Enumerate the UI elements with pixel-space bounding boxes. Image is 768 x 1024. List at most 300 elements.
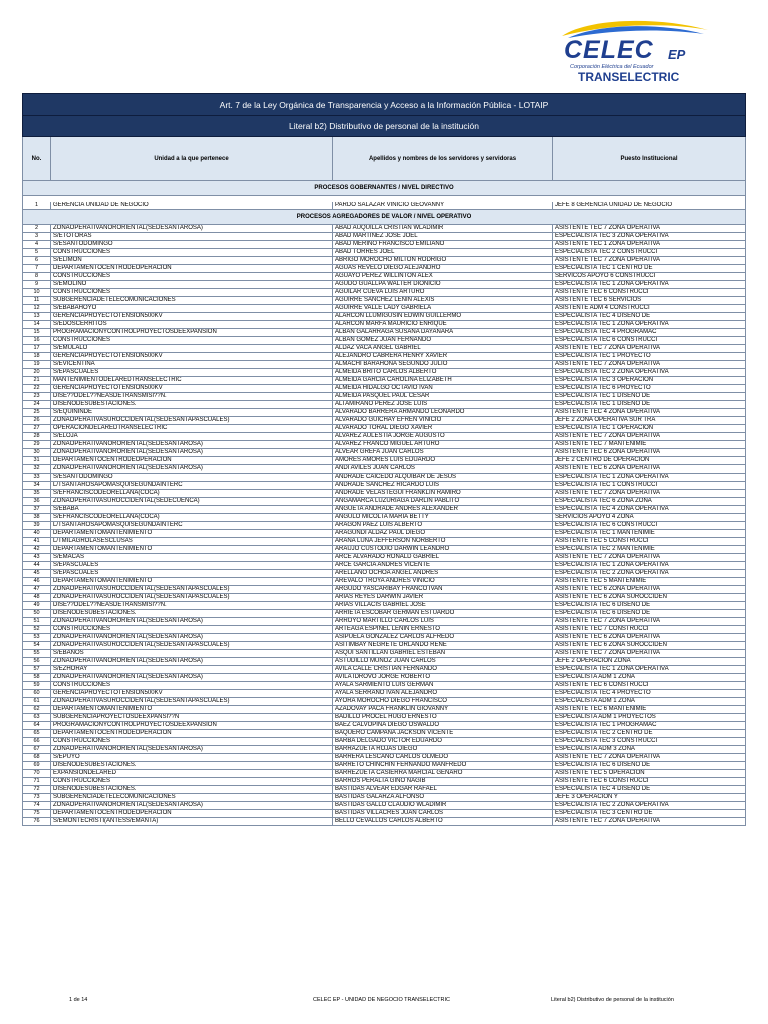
cell-position: ESPECIALISTA TEC 1 CONSTRUCCI (555, 481, 658, 488)
table-row (22, 594, 746, 602)
cell-name: ANDRADE CAICEDO ALQUIBAR DE JESUS (333, 474, 553, 481)
cell-unit: DISE??ODEL??NEASDETRANSMISI??N. (51, 393, 333, 400)
cell-position: JEFE 2 ZONA OPERATIVA SUR TRA (555, 417, 656, 424)
table-row (22, 730, 746, 738)
table-row (22, 225, 746, 233)
header-no: No. (23, 137, 51, 180)
cell-position: ESPECIALISTA TEC 4 PROGRAMAC (555, 329, 657, 336)
cell-name: AMORES AMORES LUIS EDUARDO (333, 457, 553, 464)
cell-position: ESPECIALISTA TEC 1 OPERACIÓN (555, 425, 654, 432)
cell-unit: CONSTRUCCIONES (51, 289, 333, 296)
cell-no: 41 (23, 538, 51, 545)
table-row (22, 746, 746, 754)
table-row (22, 345, 746, 353)
table-row (22, 578, 746, 586)
cell-no: 20 (23, 369, 51, 376)
cell-no: 16 (23, 337, 51, 344)
cell-position: ASISTENTE TEC 1 ZONA OPERATIVA (555, 241, 661, 248)
cell-name: ANGULO MICOLTA MARIA BETTY (333, 514, 553, 521)
section-operative-rows (22, 225, 746, 826)
cell-no: 56 (23, 658, 51, 665)
cell-no: 14 (23, 321, 51, 328)
section-directive-rows (22, 202, 746, 210)
table-row (22, 722, 746, 730)
table-row (22, 377, 746, 385)
cell-name: ARCE ALVARADO RONALD GABRIEL (333, 554, 553, 561)
cell-no: 62 (23, 706, 51, 713)
cell-position: ESPECIALISTA TEC 1 ZONA OPERATIVA (555, 321, 669, 328)
table-row (22, 425, 746, 433)
cell-position: ESPECIALISTA TEC 6 DISEÑO DE (555, 601, 651, 608)
cell-unit: S/EQUININDÉ (51, 409, 333, 416)
cell-name: BARBA DELGADO VICTOR EDUARDO (333, 738, 553, 745)
cell-unit: S/EMACAS (51, 554, 333, 561)
cell-position: ASISTENTE TEC 7 ZONA OPERATIVA (555, 257, 661, 264)
cell-unit: ZONAOPERATIVANORORIENTAL(SEDESANTAROSA) (51, 441, 333, 448)
cell-unit: MANTENIMIENTODELAREDTRANSELECTRIC (51, 377, 333, 384)
cell-unit: CONSTRUCCIONES (51, 682, 333, 689)
cell-no: 13 (23, 313, 51, 320)
cell-no: 45 (23, 570, 51, 577)
cell-name: ABAD TORRES JOEL (333, 249, 553, 256)
cell-unit: S/ELIMON (51, 257, 333, 264)
cell-unit: ZONAOPERATIVANORORIENTAL(SEDESANTAROSA) (51, 674, 333, 681)
table-row (22, 289, 746, 297)
cell-name: BADILLO PROCEL HUGO ERNESTO (333, 714, 553, 721)
cell-no: 18 (23, 353, 51, 360)
cell-no: 49 (23, 602, 51, 609)
cell-name: ALMEIDA BRITO CARLOS ALBERTO (333, 369, 553, 376)
cell-no: 69 (23, 762, 51, 769)
cell-no: 72 (23, 786, 51, 793)
cell-name: BAQUERO CAMPAÑA JACKSON VICENTE (333, 730, 553, 737)
cell-position: ASISTENTE TEC 5 MANTENIMIE (555, 577, 647, 584)
cell-position: SERVICIOS APOYO 4 ZONA (555, 513, 634, 520)
cell-position: ESPECIALISTA TEC 6 DISEÑO DE (555, 762, 651, 769)
cell-unit: DISENODESUBESTACIONES. (51, 786, 333, 793)
cell-unit: GERENCIA UNIDAD DE NEGOCIO (51, 202, 333, 209)
document-subtitle: Literal b2) Distributivo de personal de la institución (22, 116, 746, 137)
cell-position: ESPECIALISTA TEC 6 CONSTRUCCI (555, 337, 658, 344)
cell-name: BARRETO CHINCHIN FERNANDO MANFREDO (333, 762, 553, 769)
cell-no: 63 (23, 714, 51, 721)
document-title: Art. 7 de la Ley Orgánica de Transparencia y Acceso a la Información Pública - LOTAIP (22, 93, 746, 116)
cell-position: JEFE 3 OPERACION Y (555, 794, 618, 801)
section-operative: PROCESOS AGREGADORES DE VALOR / NIVEL OPERATIVO (22, 210, 746, 225)
cell-position: ASISTENTE TEC 7 ZONA OPERATIVA (555, 754, 661, 761)
cell-position: ASISTENTE TEC 6 CONSTRUCCI (555, 681, 649, 688)
cell-position: ASISTENTE TEC 7 ZONA OPERATIVA (555, 225, 661, 232)
table-row (22, 658, 746, 666)
table-row (22, 650, 746, 658)
cell-position: ESPECIALISTA TEC 1 PROGRAMAC (555, 721, 657, 728)
cell-name: ALVAREZ AULESTIA JORGE AUGUSTO (333, 433, 553, 440)
cell-unit: EXPANSIÓNDELARED (51, 770, 333, 777)
cell-position: ASISTENTE TEC 6 ZONA SUROCCIDEN (555, 641, 667, 648)
cell-unit: ZONAOPERATIVANORORIENTAL(SEDESANTAROSA) (51, 634, 333, 641)
cell-unit: CONSTRUCCIONES (51, 273, 333, 280)
cell-name: ALMEIDA GARCIA CAROLINA ELIZABETH (333, 377, 553, 384)
table-row (22, 554, 746, 562)
cell-no: 47 (23, 586, 51, 593)
cell-name: ARRIETA ESCOBAR GERMAN ESTUARDO (333, 610, 553, 617)
cell-position: ESPECIALISTA TEC 1 DISEÑO DE (555, 393, 651, 400)
table-row (22, 202, 746, 210)
table-row (22, 401, 746, 409)
cell-position: ESPECIALISTA TEC 1 DISEÑO DE (555, 401, 651, 408)
cell-name: BARROS PERALTA GINO NAGIB (333, 778, 553, 785)
cell-no: 10 (23, 289, 51, 296)
cell-position: ESPECIALISTA ADM 1 PROYECTOS (555, 713, 656, 720)
cell-no: 31 (23, 457, 51, 464)
cell-name: ABAD MERINO FRANCISCO EMILIANO (333, 241, 553, 248)
cell-position: ESPECIALISTA ADM 1 ZONA (555, 697, 635, 704)
cell-position: ESPECIALISTA TEC 1 ZONA OPERATIVA (555, 281, 669, 288)
cell-position: ESPECIALISTA TEC 6 PROYECTO (555, 385, 651, 392)
cell-unit: S/EDOSCERRITOS (51, 321, 333, 328)
cell-position: ASISTENTE TEC 7 ZONA OPERATIVA (555, 617, 661, 624)
cell-name: AVILA CALLE CRISTIAN FERNANDO (333, 666, 553, 673)
cell-position: ASISTENTE TEC 7 ZONA OPERATIVA (555, 345, 661, 352)
cell-no: 44 (23, 562, 51, 569)
cell-no: 7 (23, 265, 51, 272)
cell-position: ESPECIALISTA TEC 6 CONSTRUCCI (555, 521, 658, 528)
table-row (22, 794, 746, 802)
cell-name: ALARCON LLUMIGUSIN EDWIN GUILLERMO (333, 313, 553, 320)
table-row (22, 297, 746, 305)
cell-unit: S/ELOJA (51, 433, 333, 440)
cell-name: ALTAMIRANO PEREZ JOSE LUIS (333, 401, 553, 408)
cell-no: 60 (23, 690, 51, 697)
cell-unit: S/EMOLINO (51, 281, 333, 288)
header-position: Puesto Institucional (620, 155, 678, 162)
cell-name: ASTUDILLO MUÑOZ JUAN CARLOS (333, 658, 553, 665)
cell-position: ASISTENTE TEC 6 ZONA OPERATIVA (555, 449, 661, 456)
cell-unit: GERENCIAPROYECTOTENSIÓN500KV (51, 313, 333, 320)
cell-no: 23 (23, 393, 51, 400)
cell-no: 35 (23, 490, 51, 497)
cell-unit: ZONAOPERATIVASUROCCIDENTAL(SEDESANTAPASCUALES) (51, 698, 333, 705)
cell-position: ASISTENTE TEC 6 SERVICIOS (555, 297, 642, 304)
cell-name: ARTEAGA ESPINEL LENIN ERNESTO (333, 626, 553, 633)
cell-unit: S/EBAÑOS (51, 650, 333, 657)
cell-name: ABAD AUQUILLA CRISTIAN WLADIMIR (333, 225, 553, 232)
cell-unit: L/TSANTAROSAPOMASQUISEGUNDAINTERC (51, 482, 333, 489)
cell-no: 30 (23, 449, 51, 456)
cell-no: 15 (23, 329, 51, 336)
table-row (22, 778, 746, 786)
cell-no: 65 (23, 730, 51, 737)
cell-position: ASISTENTE TEC 7 ZONA OPERATIVA (555, 433, 661, 440)
cell-position: ESPECIALISTA TEC 2 ZONA OPERATIVA (555, 569, 669, 576)
cell-no: 3 (23, 233, 51, 240)
cell-unit: SUBGERENCIADETELECOMUNICACIONES (51, 794, 333, 801)
cell-position: ASISTENTE TEC 7 CONSTRUCCI (555, 625, 649, 632)
table-row (22, 642, 746, 650)
table-row (22, 634, 746, 642)
cell-no: 26 (23, 417, 51, 424)
cell-position: JEFE 2 CENTRO DE OPERACIÓN (555, 457, 650, 464)
cell-unit: ZONAOPERATIVASUROCCIDENTAL(SEDESANTAPASCUALES) (51, 586, 333, 593)
cell-unit: S/EBABAHOYO (51, 305, 333, 312)
cell-no: 11 (23, 297, 51, 304)
cell-position: ASISTENTE TEC 7 ZONA OPERATIVA (555, 649, 661, 656)
cell-position: ESPECIALISTA ADM 3 ZONA (555, 746, 635, 753)
cell-unit: DEPARTAMENTOCENTRODEOPERACIÓN (51, 810, 333, 817)
cell-position: ASISTENTE TEC 5 CONSTRUCCI (555, 537, 649, 544)
table-row (22, 674, 746, 682)
cell-name: ANDRADE VELASTEGUI FRANKLIN RAMIRO (333, 490, 553, 497)
cell-name: ALVAREZ FRANCO MIGUEL ARTURO (333, 441, 553, 448)
cell-position: ESPECIALISTA TEC 3 OPERACION (555, 377, 654, 384)
cell-name: ALMEIDA HIDALGO OCTAVIO IVAN (333, 385, 553, 392)
cell-unit: S/EZHORAY (51, 666, 333, 673)
cell-unit: DEPARTAMENTOCENTRODEOPERACIÓN (51, 730, 333, 737)
cell-no: 27 (23, 425, 51, 432)
cell-no: 1 (23, 202, 51, 209)
cell-unit: DEPARTAMENTOCENTRODEOPERACIÓN (51, 265, 333, 272)
cell-no: 55 (23, 650, 51, 657)
table-row (22, 738, 746, 746)
table-row (22, 433, 746, 441)
cell-unit: S/EPASCUALES (51, 369, 333, 376)
table-row (22, 321, 746, 329)
cell-position: ESPECIALISTA TEC 2 MANTENIMIE (555, 545, 655, 552)
header-unit: Unidad a la que pertenece (51, 137, 333, 180)
cell-unit: DEPARTAMENTOMANTENIMIENTO (51, 578, 333, 585)
cell-name: AGUAS REVELO DIEGO ALEJANDRO (333, 265, 553, 272)
table-row (22, 570, 746, 578)
cell-name: ARGUDO YASCARIBAY FRANCO IVAN (333, 586, 553, 593)
table-row (22, 602, 746, 610)
table-row (22, 586, 746, 594)
table-row (22, 369, 746, 377)
cell-unit: ZONAOPERATIVASUROCCIDENTAL(SEDESANTAPASCUALES) (51, 642, 333, 649)
cell-unit: S/EMONTECRISTI(ANTESS/EMANTA) (51, 818, 333, 825)
cell-unit: S/EVICENTINA (51, 361, 333, 368)
cell-no: 46 (23, 578, 51, 585)
cell-no: 51 (23, 618, 51, 625)
table-row (22, 474, 746, 482)
cell-no: 19 (23, 361, 51, 368)
cell-name: ANGAMARCA LUZURIAGA DARLIN PABLITO (333, 498, 553, 505)
cell-position: ESPECIALISTA TEC 1 MANTENIMIE (555, 529, 655, 536)
cell-name: ARELLANO OCHOA ANGEL ANDRES (333, 570, 553, 577)
cell-no: 48 (23, 594, 51, 601)
cell-no: 33 (23, 474, 51, 481)
cell-position: ESPECIALISTA TEC 3 CONSTRUCCI (555, 738, 658, 745)
cell-unit: ZONAOPERATIVANORORIENTAL(SEDESANTAROSA) (51, 449, 333, 456)
table-row (22, 490, 746, 498)
table-row (22, 562, 746, 570)
cell-name: ALEJANDRO CABRERA HENRY XAVIER (333, 353, 553, 360)
cell-name: BARREZUETA CASIERRA MARCIAL GENARO (333, 770, 553, 777)
cell-position: ESPECIALISTA TEC 6 DISEÑO DE (555, 609, 651, 616)
table-row (22, 313, 746, 321)
cell-name: ARAGON PAEZ LUIS ALBERTO (333, 522, 553, 529)
table-row (22, 329, 746, 337)
table-row (22, 465, 746, 473)
cell-unit: GERENCIAPROYECTOTENSIÓN500KV (51, 353, 333, 360)
cell-name: AYALA SARMIENTO LUIS GERMAN (333, 682, 553, 689)
table-row (22, 754, 746, 762)
table-row (22, 514, 746, 522)
cell-unit: S/EPASCUALES (51, 570, 333, 577)
cell-no: 29 (23, 441, 51, 448)
cell-name: ANDRADE SANCHEZ RICARDO LUIS (333, 482, 553, 489)
header-name: Apellidos y nombres de los servidores y servidoras (333, 137, 553, 180)
cell-unit: S/ETOTORAS (51, 233, 333, 240)
cell-no: 22 (23, 385, 51, 392)
cell-unit: DEPARTAMENTOMANTENIMIENTO (51, 530, 333, 537)
table-row (22, 265, 746, 273)
cell-no: 58 (23, 674, 51, 681)
cell-name: AGUILAR CUEVA LUIS ARTURO (333, 289, 553, 296)
cell-no: 2 (23, 225, 51, 232)
cell-no: 32 (23, 465, 51, 472)
cell-name: ASQUI SANTILLAN GABRIEL ESTEBAN (333, 650, 553, 657)
cell-no: 5 (23, 249, 51, 256)
cell-name: BARRAZUETA ROJAS DIEGO (333, 746, 553, 753)
cell-unit: DISENODESUBESTACIONES. (51, 610, 333, 617)
cell-position: SERVICOS APOYO 6 CONSTRUCCI (555, 273, 656, 280)
cell-position: ASISTENTE TEC 6 ZONA OPERATIVA (555, 633, 661, 640)
cell-unit: ZONAOPERATIVANORORIENTAL(SEDESANTAROSA) (51, 802, 333, 809)
cell-no: 70 (23, 770, 51, 777)
cell-no: 54 (23, 642, 51, 649)
cell-name: PARDO SALAZAR VINICIO GEOVANNY (333, 202, 553, 209)
cell-name: ALVEAR GREFA JUAN CARLOS (333, 449, 553, 456)
cell-no: 25 (23, 409, 51, 416)
cell-name: ALARCON MARFA MAURICIO ENRIQUE (333, 321, 553, 328)
cell-unit: GERENCIAPROYECTOTENSIÓN500KV (51, 385, 333, 392)
cell-name: ARIAS VILLACIS GABRIEL JOSE (333, 602, 553, 609)
cell-position: ASISTENTE TEC 7 ZONA OPERATIVA (555, 818, 661, 825)
table-row (22, 385, 746, 393)
table-row (22, 241, 746, 249)
table-row (22, 682, 746, 690)
cell-unit: DEPARTAMENTOMANTENIMIENTO (51, 706, 333, 713)
cell-no: 36 (23, 498, 51, 505)
cell-name: BASTIDAS GALARZA ALFONSO (333, 794, 553, 801)
table-row (22, 498, 746, 506)
cell-no: 28 (23, 433, 51, 440)
table-row (22, 818, 746, 826)
cell-unit: ZONAOPERATIVASUROCCIDENTAL(SEDESANTAPASCUALES) (51, 417, 333, 424)
cell-unit: CONSTRUCCIONES (51, 249, 333, 256)
cell-name: ARAUJO CUSTODIO DARWIN LEANDRO (333, 546, 553, 553)
footer-center-text: CELEC EP - UNIDAD DE NEGOCIO TRANSELECTRIC (313, 997, 451, 1003)
cell-unit: ZONAOPERATIVANORORIENTAL(SEDESANTAROSA) (51, 225, 333, 232)
table-row (22, 698, 746, 706)
cell-position: ASISTENTE TEC 4 ZONA OPERATIVA (555, 409, 661, 416)
cell-unit: PROGRAMACIÓNYCONTROLPROYECTOSDEEXPANSIÓN (51, 329, 333, 336)
cell-unit: S/EPUYO (51, 754, 333, 761)
table-row (22, 417, 746, 425)
cell-position: ESPECIALISTA TEC 1 ZONA OPERATIVA (555, 473, 669, 480)
cell-unit: S/EMULALO (51, 345, 333, 352)
cell-unit: SUBGERENCIAPROYECTOSDEEXPANSI??N (51, 714, 333, 721)
cell-name: ABRIGO MOROCHO MILTON RODRIGO (333, 257, 553, 264)
table-row (22, 273, 746, 281)
cell-no: 73 (23, 794, 51, 801)
cell-unit: S/EFRANCISCODEORELLANA(COCA) (51, 490, 333, 497)
cell-unit: DEPARTAMENTOMANTENIMIENTO (51, 546, 333, 553)
table-row (22, 233, 746, 241)
cell-unit: ZONAOPERATIVANORORIENTAL(SEDESANTAROSA) (51, 618, 333, 625)
cell-unit: OPERACIÓNDELAREDTRANSELECTRIC (51, 425, 333, 432)
cell-position: ESPECIALISTA TEC 4 DISEÑO DE (555, 313, 651, 320)
table-row (22, 361, 746, 369)
cell-position: ESPECIALISTA TEC 1 ZONA OPERATIVA (555, 665, 669, 672)
table-row (22, 538, 746, 546)
cell-name: ARIAS REYES DARWIN JAVIER (333, 594, 553, 601)
cell-name: ALVARADO BARRERA ARMANDO LEONARDO (333, 409, 553, 416)
cell-no: 57 (23, 666, 51, 673)
cell-unit: SUBGERENCIADETELECOMUNICACIONES (51, 297, 333, 304)
cell-position: ESPECIALISTA TEC 2 CENTRO DE (555, 730, 653, 736)
table-row (22, 690, 746, 698)
cell-name: BARRERA LESCANO CARLOS OLMEDO (333, 754, 553, 761)
table-row (22, 522, 746, 530)
cell-name: AZADOVAY PACA FRANKLIN GIOVANNY (333, 706, 553, 713)
cell-name: ARROYO MARTILLO CARLOS LUIS (333, 618, 553, 625)
cell-name: ALVARADO TORAL DIEGO XAVIER (333, 425, 553, 432)
cell-no: 8 (23, 273, 51, 280)
cell-unit: CONSTRUCCIONES (51, 738, 333, 745)
cell-unit: S/EBABA (51, 506, 333, 513)
cell-unit: CONSTRUCCIONES (51, 626, 333, 633)
table-header (22, 137, 746, 181)
cell-position: ESPECIALISTA TEC 2 ZONA OPERATIVA (555, 802, 669, 809)
cell-position: ASISTENTE TEC 6 ZONA OPERATIVA (555, 465, 661, 472)
table-row (22, 249, 746, 257)
cell-no: 37 (23, 506, 51, 513)
cell-unit: DISE??ODEL??NEASDETRANSMISI??N. (51, 602, 333, 609)
cell-unit: ZONAOPERATIVASUROCCIDENTAL(SEDECUENCA) (51, 498, 333, 505)
cell-no: 12 (23, 305, 51, 312)
cell-no: 17 (23, 345, 51, 352)
table-row (22, 666, 746, 674)
cell-unit: S/EPASCUALES (51, 562, 333, 569)
footer-page-number: 1 de 14 (69, 997, 88, 1003)
cell-no: 39 (23, 522, 51, 529)
table-row (22, 409, 746, 417)
cell-unit: ZONAOPERATIVANORORIENTAL(SEDESANTAROSA) (51, 746, 333, 753)
cell-name: BASTIDAS VILLACRES JUAN CARLOS (333, 810, 553, 817)
cell-position: ASISTENTE TEC 6 ZONA OPERATIVA (555, 585, 661, 592)
cell-position: ESPECIALISTA TEC 2 ZONA OPERATIVA (555, 369, 669, 376)
cell-no: 74 (23, 802, 51, 809)
logo-subtitle: Corporación Eléctrica del Ecuador (570, 64, 654, 70)
cell-unit: S/EFRANCISCODEORELLANA(COCA) (51, 514, 333, 521)
table-row (22, 441, 746, 449)
cell-position: ESPECIALISTA TEC 4 PROYECTO (555, 689, 651, 696)
cell-unit: GERENCIAPROYECTOTENSIÓN500KV (51, 690, 333, 697)
cell-no: 43 (23, 554, 51, 561)
cell-name: ALDAZ VACA ANGEL GABRIEL (333, 345, 553, 352)
cell-position: JEFE 8 GERENCIA UNIDAD DE NEGOCIO (555, 202, 673, 208)
cell-unit: DISENODESUBESTACIONES. (51, 762, 333, 769)
table-row (22, 762, 746, 770)
table-row (22, 305, 746, 313)
cell-no: 6 (23, 257, 51, 264)
table-row (22, 546, 746, 554)
cell-position: JEFE 2 OPERACION ZONA (555, 657, 631, 664)
table-row (22, 281, 746, 289)
cell-name: AVILA IDROVO JORGE ROBERTO (333, 674, 553, 681)
table-row (22, 706, 746, 714)
